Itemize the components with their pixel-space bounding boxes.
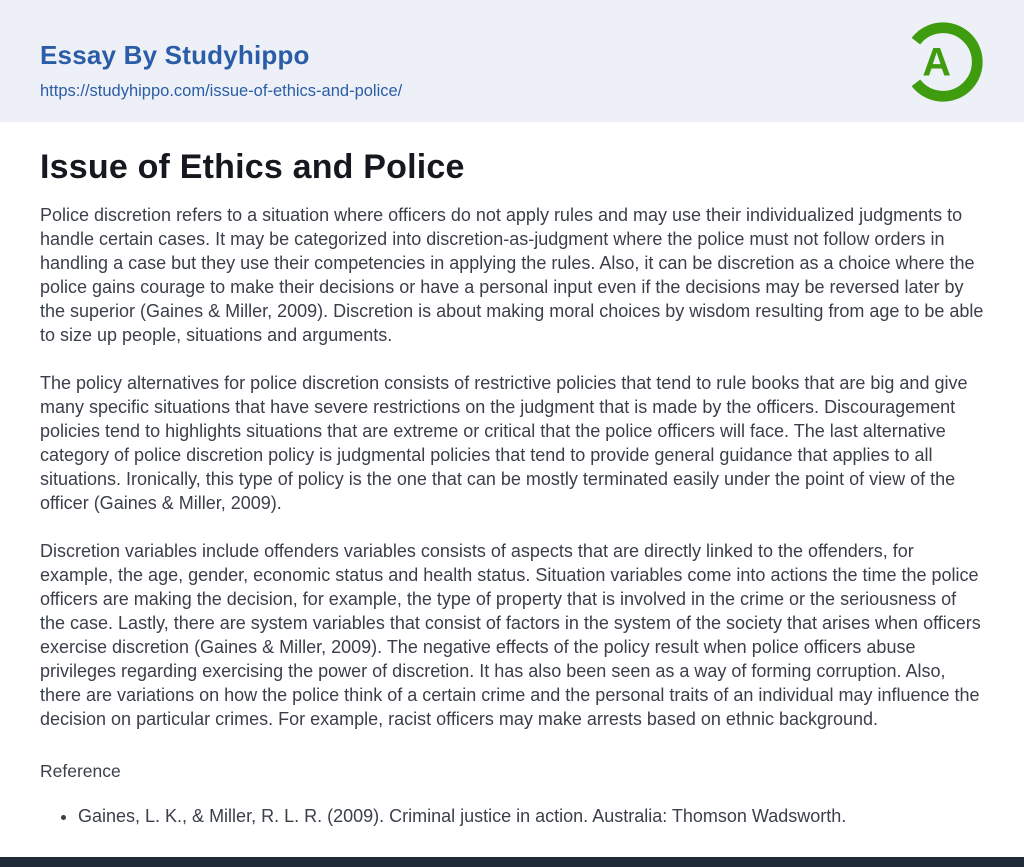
paragraph-1: Police discretion refers to a situation where officers do not apply rules and may use their individualized judgments to handle certain cases. It may be categorized into discretion-as-judgment where the police must not follow orders in handling a case but they use their competencies in applying the rules. Also, it can be discretion as a choice where the police gains courage to make their decisions or have a personal input even if the decisions may be reversed later by the superior (Gaines & Miller, 2009). Discretion is about making moral choices by wisdom resulting from age to be able to size up people, situations and arguments. bbox=[40, 205, 984, 345]
studyhippo-logo bbox=[898, 17, 988, 107]
source-url-link[interactable]: https://studyhippo.com/issue-of-ethics-and-police/ bbox=[40, 82, 403, 100]
page-header bbox=[0, 0, 1024, 122]
reference-list bbox=[40, 804, 984, 828]
page-title: Issue of Ethics and Police bbox=[40, 148, 465, 186]
reference-heading: Reference bbox=[40, 761, 121, 781]
article-body bbox=[0, 122, 1024, 828]
logo-letter: A bbox=[922, 40, 951, 85]
logo-arc-icon bbox=[898, 17, 988, 107]
paragraph-3: Discretion variables include offenders variables consists of aspects that are directly linked to the offenders, for example, the age, gender, economic status and health status. Situation variables come into actions the time the police officers are making the decision, for example, the type of property that is involved in the crime or the seriousness of the case. Lastly, there are system variables that consist of factors in the system of the society that arises when officers exercise discretion (Gaines & Miller, 2009). The negative effects of the policy result when police officers abuse privileges regarding exercising the power of discretion. It has also been seen as a way of forming corruption. Also, there are variations on how the police think of a certain crime and the personal traits of an individual may influence the decision on particular crimes. For example, racist officers may make arrests based on ethnic background. bbox=[40, 541, 981, 729]
byline-heading: Essay By Studyhippo bbox=[40, 40, 310, 70]
paragraph-2: The policy alternatives for police discretion consists of restrictive policies that tend to rule books that are big and give many specific situations that have severe restrictions on the judgment that is made by the officers. Discouragement policies tend to highlights situations that are extreme or critical that the police officers will face. The last alternative category of police discretion policy is judgmental policies that tend to provide general guidance that applies to all situations. Ironically, this type of policy is the one that can be mostly terminated easily under the point of view of the officer (Gaines & Miller, 2009). bbox=[40, 373, 968, 513]
reference-item: • Gaines, L. K., & Miller, R. L. R. (2009). Criminal justice in action. Australia: Thomson Wadsworth. bbox=[78, 804, 984, 828]
footer-bar bbox=[0, 857, 1024, 867]
